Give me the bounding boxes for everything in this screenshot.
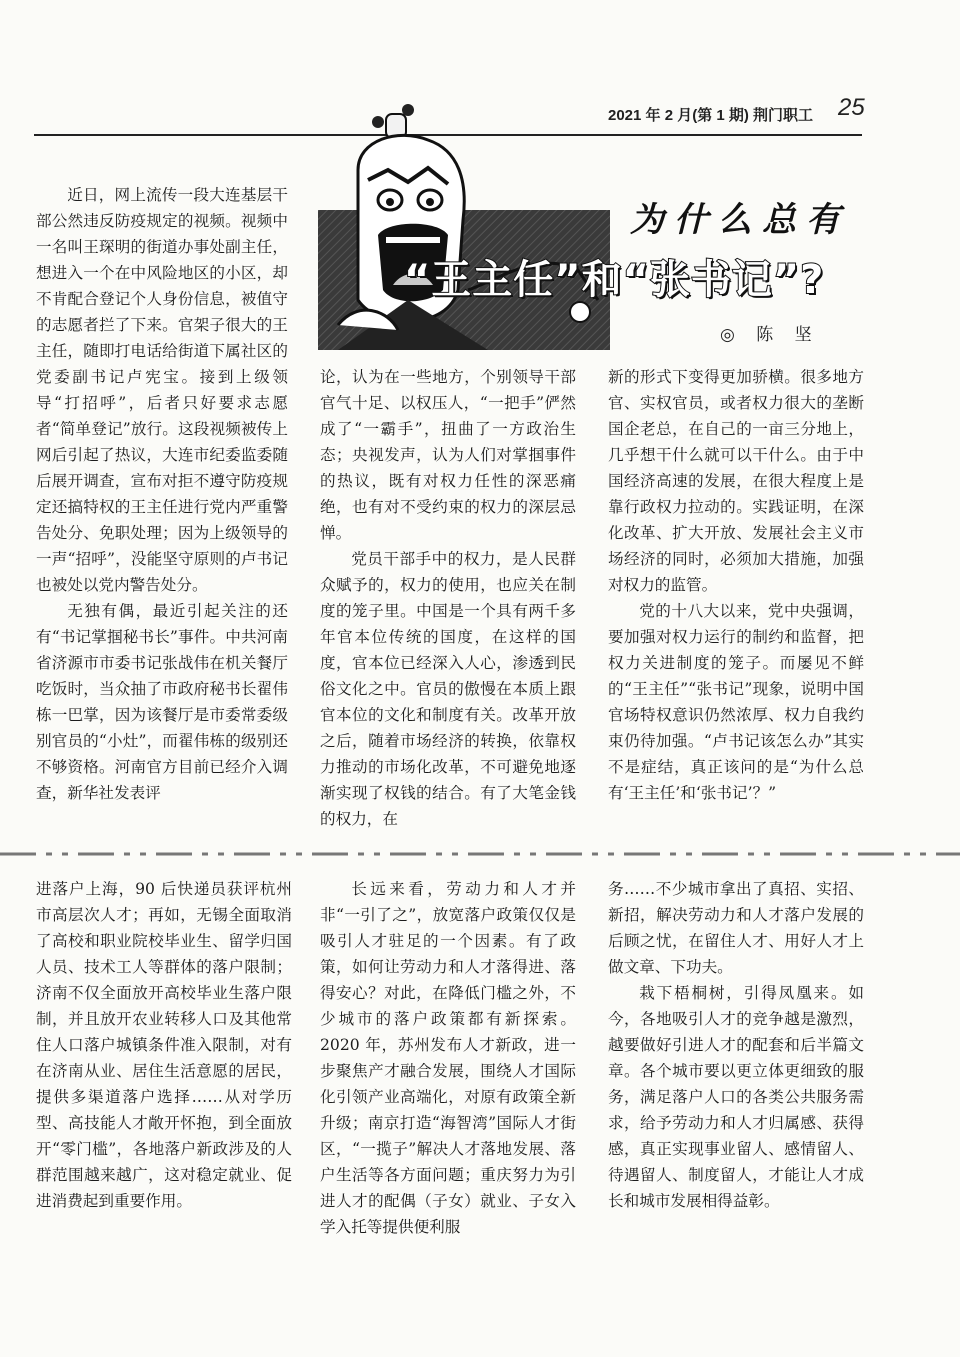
paragraph: 务……不少城市拿出了真招、实招、新招，解决劳动力和人才落户发展的后顾之忧，在留住人才、用好人才上做文章、下功夫。 xyxy=(608,880,864,976)
text-column-6 xyxy=(608,876,864,1214)
paragraph: 近日，网上流传一段大连基层干部公然违反防疫规定的视频。视频中一名叫王琛明的街道办事处副主任，想进入一个在中风险地区的小区，却不肯配合登记个人身份信息，被值守的志愿者拦了下来。官架子很大的王主任，随即打电话给街道下属社区的党委副书记卢宪宝。接到上级领导“打招呼”，后者只好要求志愿者“简单登记”放行。这段视频被传上网后引起了热议，大连市纪委监委随后展开调查，宣布对拒不遵守防疫规定还搞特权的王主任进行党内严重警告处分、免职处理；因为上级领导的一声“招呼”，没能坚守原则的卢书记也被处以党内警告处分。 xyxy=(36,186,288,594)
section-divider xyxy=(0,848,960,860)
issue-header: 2021 年 2 月(第 1 期) 荆门职工 xyxy=(608,107,814,124)
cartoon-official-shouting-icon xyxy=(318,100,610,350)
text-column-2 xyxy=(320,364,576,832)
page-number: 25 xyxy=(838,94,865,121)
text-column-5 xyxy=(320,876,576,1240)
article-byline: ◎ 陈 坚 xyxy=(720,325,820,345)
text-column-3 xyxy=(608,364,864,806)
paragraph: 党员干部手中的权力，是人民群众赋予的，权力的使用，也应关在制度的笼子里。中国是一个具有两千多年官本位传统的国度，在这样的国度，官本位已经深入人心，渗透到民俗文化之中。官员的傲慢在本质上跟官本位的文化和制度有关。改革开放之后，随着市场经济的转换，依靠权力推动的市场化改革，不可避免地逐渐实现了权钱的结合。有了大笔金钱的权力，在 xyxy=(320,550,576,828)
paragraph: 无独有偶，最近引起关注的还有“书记掌掴秘书长”事件。中共河南省济源市市委书记张战伟在机关餐厅吃饭时，当众抽了市政府秘书长翟伟栋一巴掌，因为该餐厅是市委常委级别官员的“小灶”，而翟伟栋的级别还不够资格。河南官方目前已经介入调查，新华社发表评 xyxy=(36,602,288,802)
paragraph: 新的形式下变得更加骄横。很多地方官、实权官员，或者权力很大的垄断国企老总，在自己的一亩三分地上，几乎想干什么就可以干什么。由于中国经济高速的发展，在很大程度上是靠行政权力拉动的。实践证明，在深化改革、扩大开放、发展社会主义市场经济的同时，必须加大措施，加强对权力的监管。 xyxy=(608,368,864,594)
article-kicker: 为什么总有 xyxy=(630,200,850,240)
article-headline: “王主任”和“张书记”? xyxy=(404,257,825,303)
paragraph: 进落户上海，90 后快递员获评杭州市高层次人才；再如，无锡全面取消了高校和职业院校毕业生、留学归国人员、技术工人等群体的落户限制；济南不仅全面放开高校毕业生落户限制，并且放开农业转移人口及其他常住人口落户城镇条件准入限制，对有在济南从业、居住生活意愿的居民，提供多渠道落户选择……从对学历型、高技能人才敞开怀抱，到全面放开“零门槛”，各地落户新政涉及的人群范围越来越广，这对稳定就业、促进消费起到重要作用。 xyxy=(36,880,292,1210)
text-column-1 xyxy=(36,182,288,806)
text-column-4 xyxy=(36,876,292,1214)
paragraph: 党的十八大以来，党中央强调，要加强对权力运行的制约和监督，把权力关进制度的笼子。而屡见不鲜的“王主任”“张书记”现象，说明中国官场特权意识仍然浓厚、权力自我约束仍待加强。“卢书记该怎么办”其实不是症结，真正该问的是“为什么总有‘王主任’和‘张书记’？” xyxy=(608,602,864,802)
paragraph: 栽下梧桐树，引得凤凰来。如今，各地吸引人才的竞争越是激烈，越要做好引进人才的配套和后半篇文章。各个城市要以更立体更细致的服务，满足落户人口的各类公共服务需求，给予劳动力和人才归属感、获得感，真正实现事业留人、感情留人、待遇留人、制度留人，才能让人才成长和城市发展相得益彰。 xyxy=(608,984,864,1210)
paragraph: 长远来看，劳动力和人才并非“一引了之”，放宽落户政策仅仅是吸引人才驻足的一个因素。有了政策，如何让劳动力和人才落得进、落得安心？对此，在降低门槛之外，不少城市的落户政策都有新探索。2020 年，苏州发布人才新政，进一步聚焦产才融合发展，围绕人才国际化引领产业高端化，对原有政策全新升级；南京打造“海智湾”国际人才街区，“一揽子”解决人才落地发展、落户生活等各方面问题；重庆努力为引进人才的配偶（子女）就业、子女入学入托等提供便利服 xyxy=(320,880,576,1236)
paragraph: 论，认为在一些地方，个别领导干部官气十足、以权压人，“一把手”俨然成了“一霸手”，扭曲了一方政治生态；央视发声，认为人们对掌掴事件的热议，既有对权力任性的深恶痛绝，也有对不受约束的权力的深层忌惮。 xyxy=(320,368,576,542)
